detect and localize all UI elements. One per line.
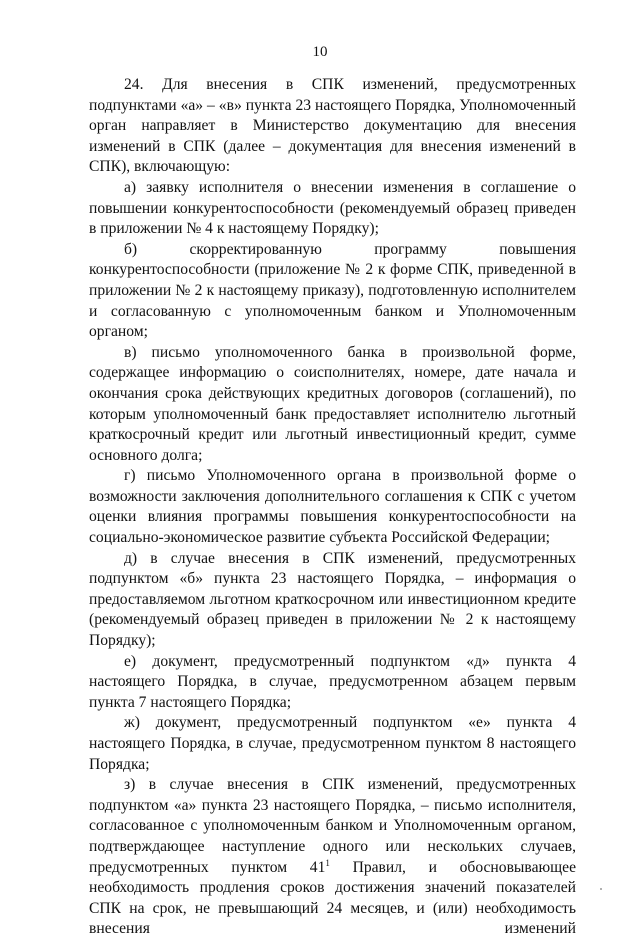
scan-speck [600, 888, 602, 890]
paragraph-b: б) скорректированную программу повышения конкурентоспособности (приложение № 2 к форме СПК, приведенной в приложении № 2 к настоящему приказу), подготовленную исполнителем и согласованную с уполномоченным банком и Уполномоченным органом; [89, 240, 576, 341]
paragraph-g: г) письмо Уполномоченного органа в произвольной форме о возможности заключения дополнительного соглашения к СПК с учетом оценки влияния программы повышения конкурентоспособности на социально-экономическое развитие субъекта Российской Федерации; [89, 467, 576, 547]
paragraph-z-text-end: Правил, и обосновывающее необходимость продления сроков достижения значений показателей СПК на срок, не превышающий 24 месяцев, и (или) необходимость внесения изменений [89, 858, 576, 938]
paragraph-d: д) в случае внесения в СПК изменений, предусмотренных подпунктом «б» пункта 23 настоящего Порядка, – информация о предоставляемом льготном краткосрочном или инвестиционном кредите (рекомендуемый образец приведен в приложении № 2 к настоящему Порядку); [89, 549, 576, 650]
paragraph-v: в) письмо уполномоченного банка в произвольной форме, содержащее информацию о соисполнителях, номере, дате начала и окончания срока действующих кредитных договоров (соглашений), по которым уполномоченный банк предоставляет исполнителю льготный краткосрочный кредит или льготный инвестиционный кредит, сумме основного долга; [89, 343, 576, 464]
paragraph-zh: ж) документ, предусмотренный подпунктом «е» пункта 4 настоящего Порядка, в случае, предусмотренном пунктом 8 настоящего Порядка; [89, 714, 576, 773]
paragraph-z-text-start: з) в случае внесения в СПК изменений, предусмотренных подпунктом «а» пункта 23 настоящего Порядка, – письмо исполнителя, согласованное с уполномоченным банком и Уполномоченным органом, подтверждающее наступление одного или нескольких случаев, предусмотренных пунктом 41 [89, 776, 576, 876]
paragraph-a: а) заявку исполнителя о внесении изменения в соглашение о повышении конкурентоспособности (рекомендуемый образец приведен в приложении № 4 к настоящему Порядку); [89, 178, 576, 238]
paragraph-z [89, 775, 576, 940]
document-body [89, 75, 576, 940]
paragraph-24: 24. Для внесения в СПК изменений, предусмотренных подпунктами «а» – «в» пункта 23 настоящего Порядка, Уполномоченный орган направляет в Министерство документацию для внесения изменений в СПК (далее – документация для внесения изменений в СПК), включающую: [89, 76, 576, 176]
page-number: 10 [312, 44, 328, 60]
footnote-marker: 1 [325, 857, 330, 868]
paragraph-e: е) документ, предусмотренный подпунктом «д» пункта 4 настоящего Порядка, в случае, предусмотренном абзацем первым пункта 7 настоящего Порядка; [89, 652, 576, 711]
